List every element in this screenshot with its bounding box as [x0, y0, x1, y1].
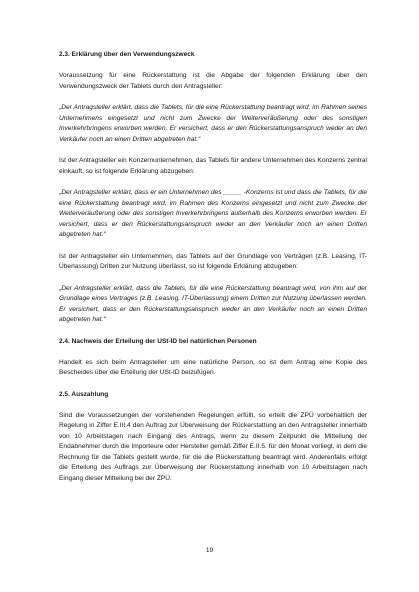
paragraph-1: Voraussetzung für eine Rückerstattung ist die Abgabe der folgenden Erklärung über den Verwendungszweck der Tablets durch den Antragsteller:	[59, 72, 367, 90]
paragraph-2: Ist der Antragsteller ein Konzernunternehmen, das Tablets für andere Unternehmen des Konzerns zentral einkauft, so ist folgende Erklärung abzugeben:	[59, 157, 367, 175]
paragraph-4: Handelt es sich beim Antragsteller um eine natürliche Person, so ist dem Antrag eine Kopie des Bescheides über die Erteilung der USt-ID beizufügen.	[59, 358, 367, 376]
declaration-quote-2: „Der Antragsteller erklärt, dass er ein Unternehmen des _____ -Konzerns ist und dass die Tablets, für die eine Rückerstattung beantragt wird, im Rahmen des Konzerns eingesetzt und nicht zum Zwecke der Weiterveräußerung oder des sonstigen Inverkehrbringens außerhalb des Konzerns erworben werden. Er versichert, dass er den Rückerstattungsanspruch weder an den Verkäufer noch an einen Dritten abgetreten hat.“	[59, 189, 367, 238]
declaration-quote-1: „Der Antragsteller erklärt, dass die Tablets, für die eine Rückerstattung beantragt wird, im Rahmen seines Unternehmens eingesetzt und nicht zum Zwecke der Weiterveräußerung oder des sonstigen Inverkehrbringens erworben werden. Er versichert, dass er den Rückerstattungsanspruch weder an den Verkäufer noch an einen Dritten abgetreten hat.“	[59, 104, 367, 143]
page-number: 19	[205, 547, 214, 554]
section-heading-2-3: 2.3. Erklärung über den Verwendungszweck	[59, 51, 195, 58]
paragraph-3: Ist der Antragsteller ein Unternehmen, das Tablets auf der Grundlage von Verträgen (z.B. Leasing, IT-Überlassung) Dritten zur Nutzung überlässt, so ist folgende Erklärung abzugeben:	[59, 252, 367, 270]
paragraph-5: Sind die Voraussetzungen der vorstehenden Regelungen erfüllt, so erteilt die ZPÜ vorbehaltlich der Regelung in Ziffer E.III.4 den Auftrag zur Überweisung der Rückerstattung an den Antragsteller innerhalb von 10 Arbeitstagen nach Eingang des Antrags, wenn zu diesem Zeitpunkt die Mitteilung der Endabnehmer durch die Importeure oder Hersteller gemäß Ziffer E.II.5. für den Monat vorliegt, in dem die Rechnung für die Tablets gestellt wurde, für die die Rückerstattung beantragt wird. Anderenfalls erfolgt die Erteilung des Auftrags zur Überweisung der Rückerstattung innerhalb von 10 Arbeitstagen nach Eingang dieser Mitteilung bei der ZPÜ.	[59, 411, 367, 482]
section-heading-2-4: 2.4. Nachweis der Erteilung der USt-ID bei natürlichen Personen	[59, 337, 257, 345]
section-heading-2-5: 2.5. Auszahlung	[59, 390, 109, 398]
declaration-quote-3: „Der Antragsteller erklärt, dass die Tablets, für die eine Rückerstattung beantragt wird, von ihm auf der Grundlage eines Vertrages (z.B. Leasing, IT-Überlassung) einem Dritten zur Nutzung überlassen werden. Er versichert, dass er den Rückerstattungsanspruch weder an den Verkäufer noch an einen Dritten abgetreten hat.“	[59, 284, 367, 323]
